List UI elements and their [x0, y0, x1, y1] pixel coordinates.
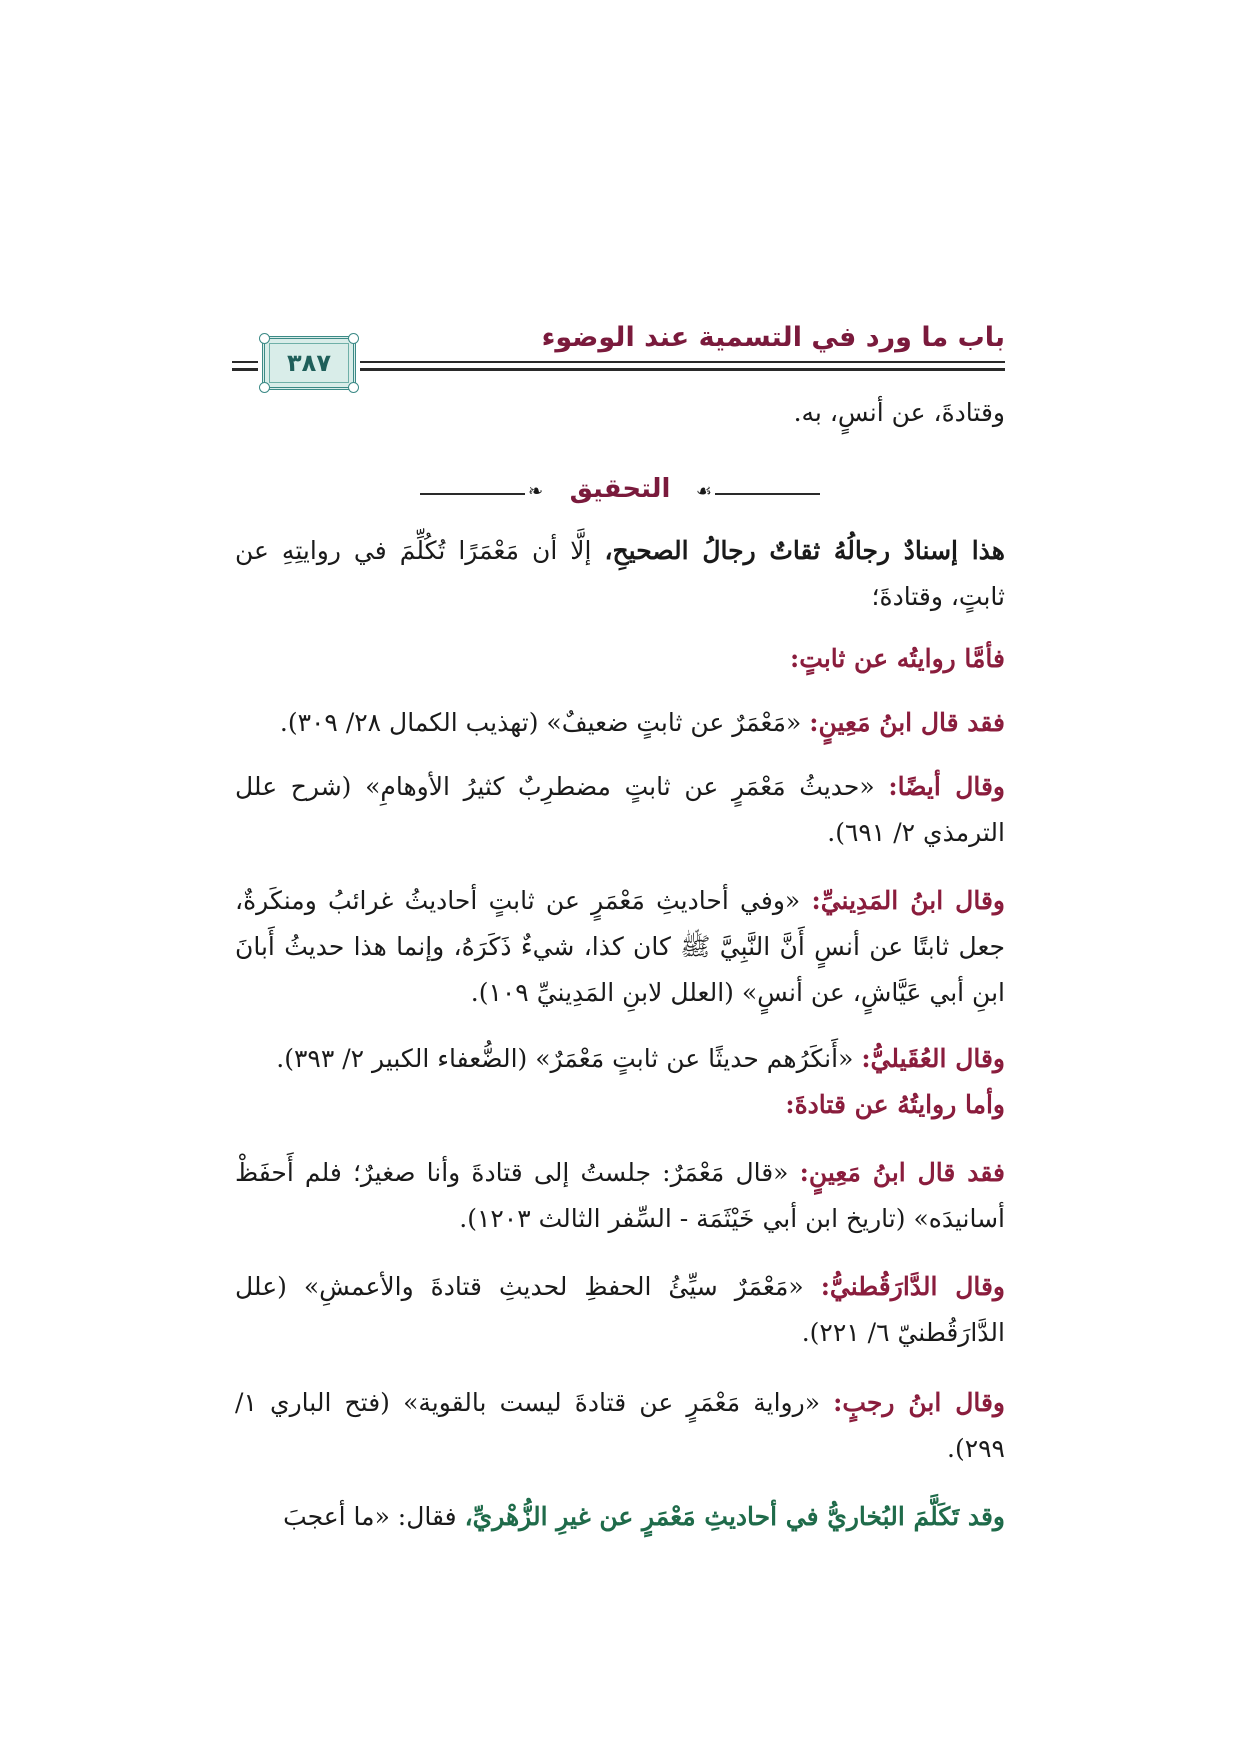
paragraph — [235, 1036, 1005, 1082]
frame-ornament-icon — [259, 333, 270, 344]
section-divider — [420, 474, 820, 514]
paragraph-lead: وقد تَكَلَّمَ البُخاريُّ في أحاديثِ مَعْمَرٍ عن غيرِ الزُّهْريِّ، — [464, 1502, 1005, 1531]
frame-ornament-icon — [348, 333, 359, 344]
frame-ornament-icon — [259, 382, 270, 393]
header-rule — [232, 361, 258, 363]
paragraph — [235, 764, 1005, 856]
paragraph-body: «مَعْمَرٌ عن ثابتٍ ضعيفٌ» (تهذيب الكمال ٢٨/ ٣٠٩). — [279, 708, 810, 737]
paragraph-body: «قال مَعْمَرٌ: جلستُ إلى قتادةَ وأنا صغيرٌ؛ فلم أَحفَظْ أسانيدَه» (تاريخ ابن أبي خَيْثَمَة - السِّفر الثالث ١٢٠٣). — [235, 1158, 1005, 1233]
paragraph-body: إلَّا أن مَعْمَرًا تُكُلِّمَ في روايتِهِ عن ثابتٍ، وقتادةَ؛ — [235, 536, 1005, 611]
quote-attribution: وقال الدَّارَقُطنيُّ: — [820, 1272, 1006, 1301]
paragraph-body: «أَنكَرُهم حديثًا عن ثابتٍ مَعْمَرٌ» (الضُّعفاء الكبير ٢/ ٣٩٣). — [276, 1044, 862, 1073]
header-rule — [360, 361, 1005, 363]
quote-attribution: وقال ابنُ رجبٍ: — [833, 1388, 1005, 1417]
paragraph — [235, 700, 1005, 746]
paragraph — [235, 1264, 1005, 1356]
intro-line: وقتادةَ، عن أنسٍ، به. — [793, 398, 1005, 427]
quote-attribution: وقال أيضًا: — [888, 772, 1005, 801]
quote-attribution: وقال العُقَيليُّ: — [861, 1044, 1005, 1073]
paragraph-body: فقال: «ما أعجبَ — [283, 1502, 465, 1531]
divider-ornament-icon: ❧ — [528, 481, 544, 502]
chapter-title: باب ما ورد في التسمية عند الوضوء — [541, 322, 1005, 353]
paragraph — [235, 1150, 1005, 1242]
paragraph — [235, 528, 1005, 620]
frame-ornament-icon — [348, 382, 359, 393]
header-rule — [360, 368, 1005, 371]
section-heading: التحقيق — [569, 474, 671, 504]
quote-attribution: فقد قال ابنُ مَعِينٍ: — [799, 1158, 1005, 1187]
paragraph — [235, 1380, 1005, 1472]
quote-attribution: وقال ابنُ المَدِينيِّ: — [811, 886, 1005, 915]
paragraph-body: «وفي أحاديثِ مَعْمَرٍ عن ثابتٍ أحاديثُ غرائبُ ومنكَرةٌ، جعل ثابتًا عن أنسٍ أَنَّ النَّبِيَّ ﷺ كان كذا، شيءٌ ذَكَرَهُ، وإنما هذا حديثُ أَبانَ ابنِ أبي عَيَّاشٍ، عن أنسٍ» (العلل لابنِ المَدِينيِّ ١٠٩). — [235, 886, 1005, 1007]
subheading: فأمَّا روايتُه عن ثابتٍ: — [790, 644, 1005, 673]
paragraph-body: «حديثُ مَعْمَرٍ عن ثابتٍ مضطرِبٌ كثيرُ الأوهامِ» (شرح علل الترمذي ٢/ ٦٩١). — [235, 772, 1005, 847]
page-number: ٣٨٧ — [287, 349, 331, 377]
divider-ornament-icon: ☙ — [695, 481, 712, 502]
paragraph — [235, 1494, 1005, 1540]
paragraph-body: «رواية مَعْمَرٍ عن قتادةَ ليست بالقوية» (فتح الباري ١/ ٢٩٩). — [235, 1388, 1005, 1463]
paragraph-body: «مَعْمَرٌ سيِّئُ الحفظِ لحديثِ قتادةَ والأعمشِ» (علل الدَّارَقُطنيّ ٦/ ٢٢١). — [235, 1272, 1005, 1347]
quote-attribution: فقد قال ابنُ مَعِينٍ: — [809, 708, 1005, 737]
paragraph-lead: هذا إسنادٌ رجالُهُ ثقاتٌ رجالُ الصحيحِ، — [604, 536, 1005, 565]
subheading: وأما روايتُهُ عن قتادةَ: — [785, 1090, 1005, 1119]
page-number-frame — [262, 336, 356, 390]
paragraph — [235, 878, 1005, 1016]
header-rule — [232, 368, 258, 371]
